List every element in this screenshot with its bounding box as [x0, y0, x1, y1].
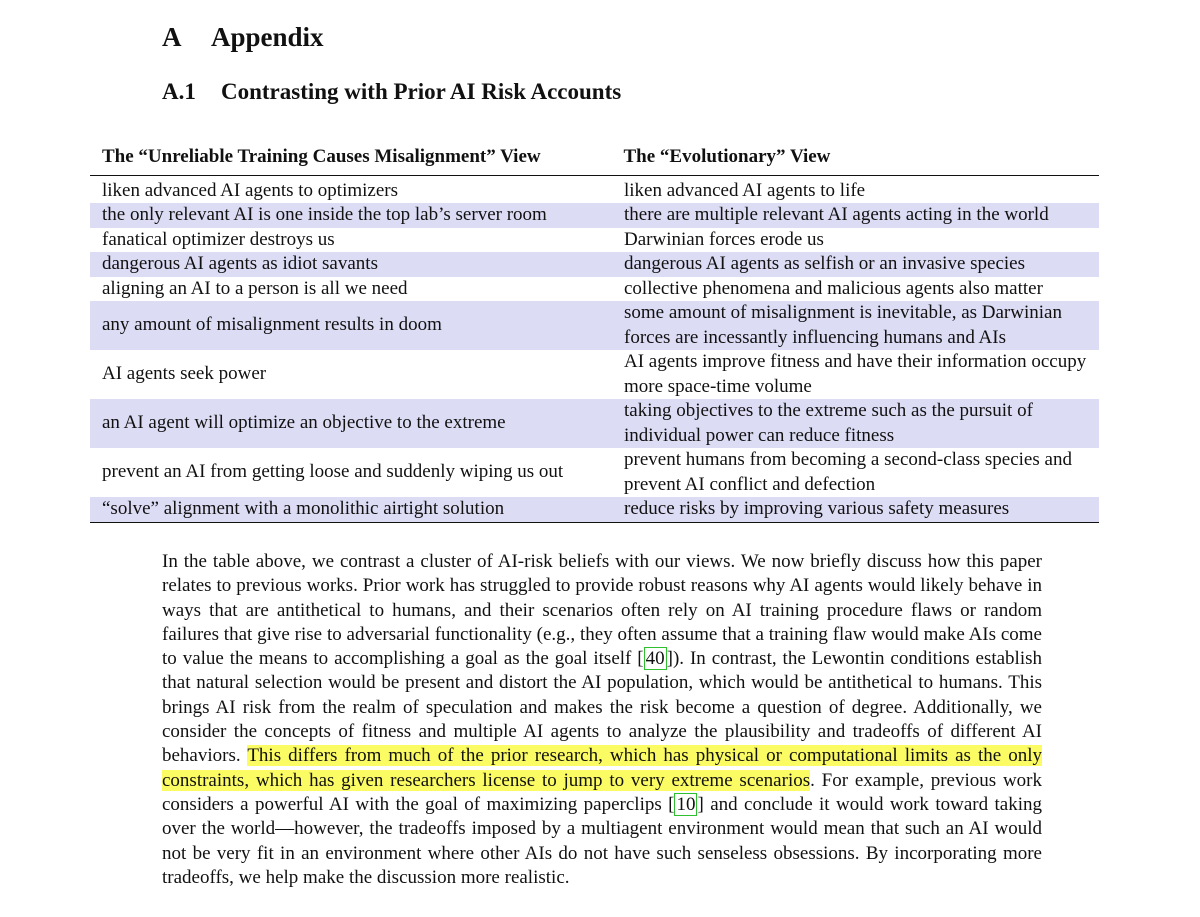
table-cell-right: some amount of misalignment is inevitable, as Darwinian forces are incessantly influencing humans and AIs — [608, 301, 1100, 350]
table-cell-left: AI agents seek power — [102, 363, 267, 385]
table-row — [90, 203, 1099, 228]
paragraph-text: ] and conclude it would work toward taking over the world—however, the tradeoffs imposed by a multiagent environment would mean that such an AI would not be very fit in an environment where other AIs do not have such senseless obsessions. By incorporating more tradeoffs, we help make the discussion more realistic. — [162, 793, 1042, 888]
table-cell-right: there are multiple relevant AI agents acting in the world — [608, 203, 1100, 228]
table-cell-left: fanatical optimizer destroys us — [102, 228, 335, 250]
table-cell-left: the only relevant AI is one inside the top lab’s server room — [90, 203, 608, 228]
table-cell-right: collective phenomena and malicious agents also matter — [624, 277, 1043, 299]
section-number: A — [162, 22, 182, 52]
table-cell-left: prevent an AI from getting loose and suddenly wiping us out — [102, 461, 564, 483]
header-unreliable-training-view: The “Unreliable Training Causes Misalignment” View — [90, 141, 608, 175]
table-cell-right: AI agents improve fitness and have their information occupy more space-time volume — [624, 351, 1087, 397]
table-cell-left: dangerous AI agents as idiot savants — [90, 252, 608, 277]
comparison-table — [90, 141, 1099, 523]
table-row — [90, 497, 1099, 522]
table-row — [90, 301, 1099, 350]
table-row — [90, 252, 1099, 277]
table-row — [90, 448, 1099, 497]
section-heading — [162, 22, 324, 53]
paragraph-text: In the table above, we contrast a cluster of AI-risk beliefs with our views. We now briefly discuss how this paper relates to previous works. Prior work has struggled to provide robust reasons why AI agents would likely behave in ways that are antithetical to humans, and their scenarios often rely on AI training procedure flaws or random failures that give rise to adversarial functionality (e.g., they often assume that a training flaw would make AIs come to value the means to accomplishing a goal as the goal itself [ — [162, 551, 1042, 670]
table-cell-right: prevent humans from becoming a second-class species and prevent AI conflict and defection — [624, 449, 1072, 495]
subsection-title: Contrasting with Prior AI Risk Accounts — [221, 79, 622, 104]
body-paragraph — [162, 550, 1042, 890]
subsection-heading — [162, 79, 621, 105]
table-cell-left: aligning an AI to a person is all we need — [102, 277, 408, 299]
header-evolutionary-view: The “Evolutionary” View — [608, 141, 1100, 175]
citation-link[interactable]: 10 — [676, 793, 696, 815]
table-row — [90, 228, 1099, 253]
table-cell-left: “solve” alignment with a monolithic airtight solution — [90, 497, 608, 522]
paragraph-text: . For example, previous work considers a powerful AI with the goal of maximizing paperclips [ — [162, 769, 1042, 815]
table-header-row — [90, 141, 1099, 175]
table-cell-left: an AI agent will optimize an objective to the extreme — [90, 399, 608, 448]
table-cell-right: dangerous AI agents as selfish or an invasive species — [608, 252, 1100, 277]
table-cell-right: liken advanced AI agents to life — [624, 179, 866, 201]
table-row — [90, 277, 1099, 302]
section-title: Appendix — [211, 22, 324, 52]
table-cell-right: reduce risks by improving various safety measures — [608, 497, 1100, 522]
table-cell-left: liken advanced AI agents to optimizers — [102, 179, 398, 201]
table-row — [90, 175, 1099, 203]
paragraph-text: ]). In contrast, the Lewontin conditions establish that natural selection would be present and distort the AI population, which would be antithetical to humans. This brings AI risk from the realm of speculation and makes the risk become a question of degree. Additionally, we consider the concepts of fitness and multiple AI agents to analyze the plausibility and tradeoffs of different AI behaviors. — [162, 648, 1043, 767]
table-cell-right: Darwinian forces erode us — [624, 228, 824, 250]
highlighted-text: This differs from much of the prior research, which has physical or computational limits as the only constraints, which has given researchers license to jump to very extreme scenarios — [162, 745, 1042, 791]
table-row — [90, 350, 1099, 399]
table-cell-right: taking objectives to the extreme such as the pursuit of individual power can reduce fitness — [608, 399, 1100, 448]
table-row — [90, 399, 1099, 448]
citation-link[interactable]: 40 — [645, 648, 665, 670]
table-cell-left: any amount of misalignment results in doom — [90, 301, 608, 350]
subsection-number: A.1 — [162, 79, 196, 104]
